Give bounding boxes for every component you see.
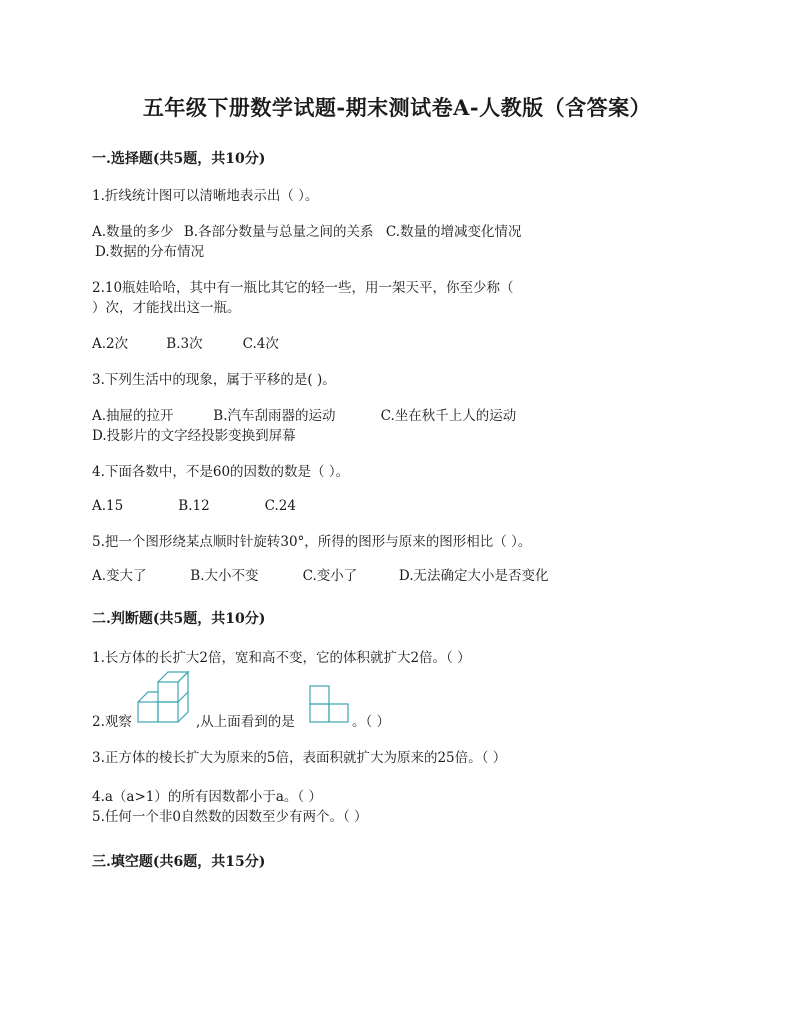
option-a: A.15: [92, 498, 124, 514]
question-1-1-options: [92, 222, 522, 242]
page-title: 五年级下册数学试题-期末测试卷A-人教版（含答案）: [142, 95, 652, 120]
option-c: C.数量的增减变化情况: [385, 224, 522, 240]
question-2-2-stem-before: 2.观察: [92, 714, 132, 730]
option-b: B.各部分数量与总量之间的关系: [183, 224, 374, 240]
option-d: D.无法确定大小是否变化: [398, 568, 549, 584]
question-1-1-stem: 1.折线统计图可以清晰地表示出（ ）。: [92, 188, 319, 204]
question-2-2-stem-after: 。（ ）: [352, 714, 391, 730]
question-1-5-options: [92, 566, 549, 586]
question-1-2-stem-line1: 2.10瓶娃哈哈，其中有一瓶比其它的轻一些，用一架天平，你至少称（: [92, 280, 514, 296]
section-heading-choice: 一.选择题(共5题，共10分): [92, 151, 266, 167]
question-2-4-stem: 4.a（a>1）的所有因数都小于a。（ ）: [92, 789, 322, 805]
question-1-2-options: [92, 334, 279, 354]
question-2-2-stem-middle: ,从上面看到的是: [196, 714, 295, 730]
question-2-1-stem: 1.长方体的长扩大2倍，宽和高不变，它的体积就扩大2倍。（ ）: [92, 650, 471, 666]
option-a: A.变大了: [92, 568, 147, 584]
option-b: B.大小不变: [190, 568, 259, 584]
question-2-5-stem: 5.任何一个非0自然数的因数至少有两个。（ ）: [92, 809, 368, 825]
section-heading-judgment: 二.判断题(共5题，共10分): [92, 611, 266, 627]
question-1-4-stem: 4.下面各数中，不是60的因数的数是（ ）。: [92, 464, 350, 480]
option-b: B.12: [178, 498, 210, 514]
question-1-1-option-d: D.数据的分布情况: [95, 244, 205, 260]
option-c: C.坐在秋千上人的运动: [380, 408, 517, 424]
question-1-3-stem: 3.下列生活中的现象，属于平移的是( )。: [92, 372, 336, 388]
option-c: C.变小了: [302, 568, 358, 584]
option-a: A.2次: [92, 336, 129, 352]
top-view-figure: [308, 684, 350, 724]
option-b: B.汽车刮雨器的运动: [213, 408, 336, 424]
question-1-3-options: [92, 406, 516, 426]
question-1-5-stem: 5.把一个图形绕某点顺时针旋转30°，所得的图形与原来的图形相比（ ）。: [92, 534, 532, 550]
question-1-4-options: [92, 496, 296, 516]
question-1-3-option-d: D.投影片的文字经投影变换到屏幕: [92, 428, 296, 444]
option-b: B.3次: [166, 336, 203, 352]
question-2-3-stem: 3.正方体的棱长扩大为原来的5倍，表面积就扩大为原来的25倍。（ ）: [92, 750, 507, 766]
question-1-2-stem-line2: ）次，才能找出这一瓶。: [92, 300, 241, 316]
section-heading-fill-blank: 三.填空题(共6题，共15分): [92, 854, 266, 870]
option-c: C.24: [264, 498, 296, 514]
option-c: C.4次: [242, 336, 279, 352]
cube-stack-figure: [136, 668, 194, 724]
option-a: A.抽屉的拉开: [92, 408, 174, 424]
option-a: A.数量的多少: [92, 224, 174, 240]
